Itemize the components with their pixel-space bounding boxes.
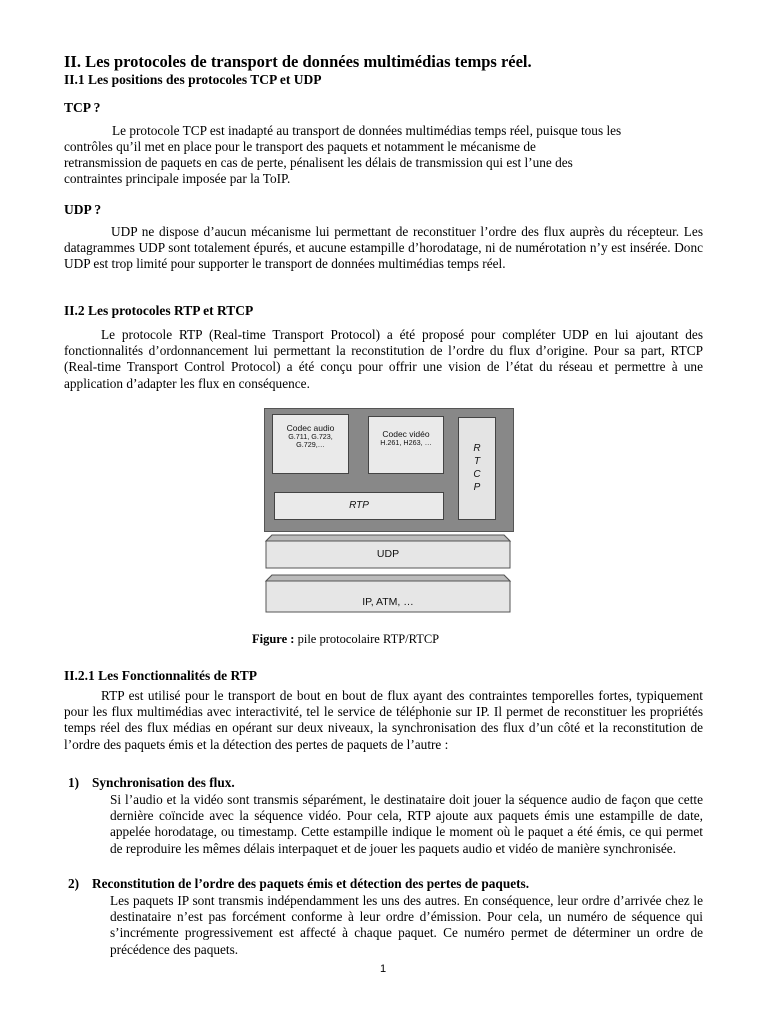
codec-audio-codecs: G.711, G.723, G.729,… xyxy=(288,432,333,449)
item-1-number: 1) xyxy=(68,775,80,790)
codec-video-codecs: H.261, H263, … xyxy=(380,438,432,447)
codec-audio-box xyxy=(272,414,349,474)
main-title: II. Les protocoles de transport de données multimédias temps réel. xyxy=(64,52,532,71)
ip-layer-top xyxy=(266,575,510,581)
udp-paragraph: UDP ne dispose d’aucun mécanisme lui permettant de reconstituer l’ordre des flux auprès du récepteur. Les datagrammes UDP sont totalement épurés, et aucune estampille d’horodatage, ni de numérotation n’y est insérée. Donc UDP est trop limité pour supporter le transport de données multimédias temps réel. xyxy=(64,224,703,272)
tcp-line-3: retransmission de paquets en cas de perte, pénalisent les délais de transmission qui est l’une des xyxy=(64,155,573,170)
item-2-text: Les paquets IP sont transmis indépendamment les uns des autres. En conséquence, leur ordre d’arrivée chez le destinataire n’est pas forcément conforme à leur ordre d’émission. Pour cela, un numéro de séquence qui s’incrémente progressivement est affecté à chaque paquet. Ce numéro permet de déterminer un ordre de précédence des paquets. xyxy=(110,893,703,957)
protocol-stack-figure xyxy=(262,406,514,616)
figure-caption-text: pile protocolaire RTP/RTCP xyxy=(294,632,440,646)
rtp-box xyxy=(274,492,444,520)
section-2-2-heading: II.2 Les protocoles RTP et RTCP xyxy=(64,303,254,318)
codec-video-box xyxy=(368,416,444,474)
section-2-2-1-heading: II.2.1 Les Fonctionnalités de RTP xyxy=(64,668,258,683)
udp-layer-top xyxy=(266,535,510,541)
tcp-line-2: contrôles qu’il met en place pour le transport des paquets et notamment le mécanisme de xyxy=(64,139,536,154)
ip-label: IP, ATM, … xyxy=(362,596,414,608)
rtp-functions-paragraph: RTP est utilisé pour le transport de bout en bout de flux ayant des contraintes temporelles fortes, typiquement pour les flux multimédias avec interactivité, tel le service de téléphonie sur IP. Il permet de reconstituer les propriétés temps réel des flux médias en opérant sur deux niveaux, la synchronisation des flux d’un côté et la reconstitution de l’ordre des paquets émis et la détection des pertes de paquets de l’autre : xyxy=(64,688,703,752)
item-2-number: 2) xyxy=(68,876,80,891)
rtcp-letter-r: R xyxy=(473,443,481,454)
tcp-line-4: contraintes principale imposée par la ToIP. xyxy=(64,171,291,186)
rtcp-letter-t: T xyxy=(473,456,481,467)
page-number: 1 xyxy=(380,963,387,975)
rtcp-box xyxy=(458,417,496,520)
section-2-1-heading: II.1 Les positions des protocoles TCP et UDP xyxy=(64,72,322,87)
rtcp-letter-c: C xyxy=(473,469,481,480)
tcp-heading: TCP ? xyxy=(64,100,101,115)
rtp-label: RTP xyxy=(349,500,369,511)
rtp-rtcp-paragraph: Le protocole RTP (Real-time Transport Protocol) a été proposé pour compléter UDP en lui ajoutant des fonctionnalités d’ordonnancement lui permettant la reconstitution de l’ordre du flux d’origine. Pour sa part, RTCP (Real-time Transport Control Protocol) a été conçu pour offrir une vision de l’état du réseau et permettre à une application d’adapter les flux en conséquence. xyxy=(64,327,703,391)
rtcp-letter-p: P xyxy=(473,482,481,493)
item-2-title: Reconstitution de l’ordre des paquets émis et détection des pertes de paquets. xyxy=(92,876,530,891)
tcp-line-1: Le protocole TCP est inadapté au transport de données multimédias temps réel, puisque tous les xyxy=(112,123,622,138)
udp-label: UDP xyxy=(376,548,400,560)
udp-heading: UDP ? xyxy=(64,202,102,217)
item-1-title: Synchronisation des flux. xyxy=(92,775,235,790)
codec-audio-label: Codec audio xyxy=(286,423,335,433)
figure-caption-label: Figure : xyxy=(252,632,295,646)
figure-caption xyxy=(252,632,439,647)
codec-video-label: Codec vidéo xyxy=(382,429,430,439)
item-1-text: Si l’audio et la vidéo sont transmis séparément, le destinataire doit jouer la séquence audio de façon que cette dernière coïncide avec la séquence vidéo. Pour cela, RTP ajoute aux paquets émis une estampille de date, appelée horodatage, ou timestamp. Cette estampille indique le moment où le paquet a été émis, ce qui permet de reproduire les mêmes délais interpaquet et de jouer les paquets audio et vidéo de manière synchronisée. xyxy=(110,792,703,856)
